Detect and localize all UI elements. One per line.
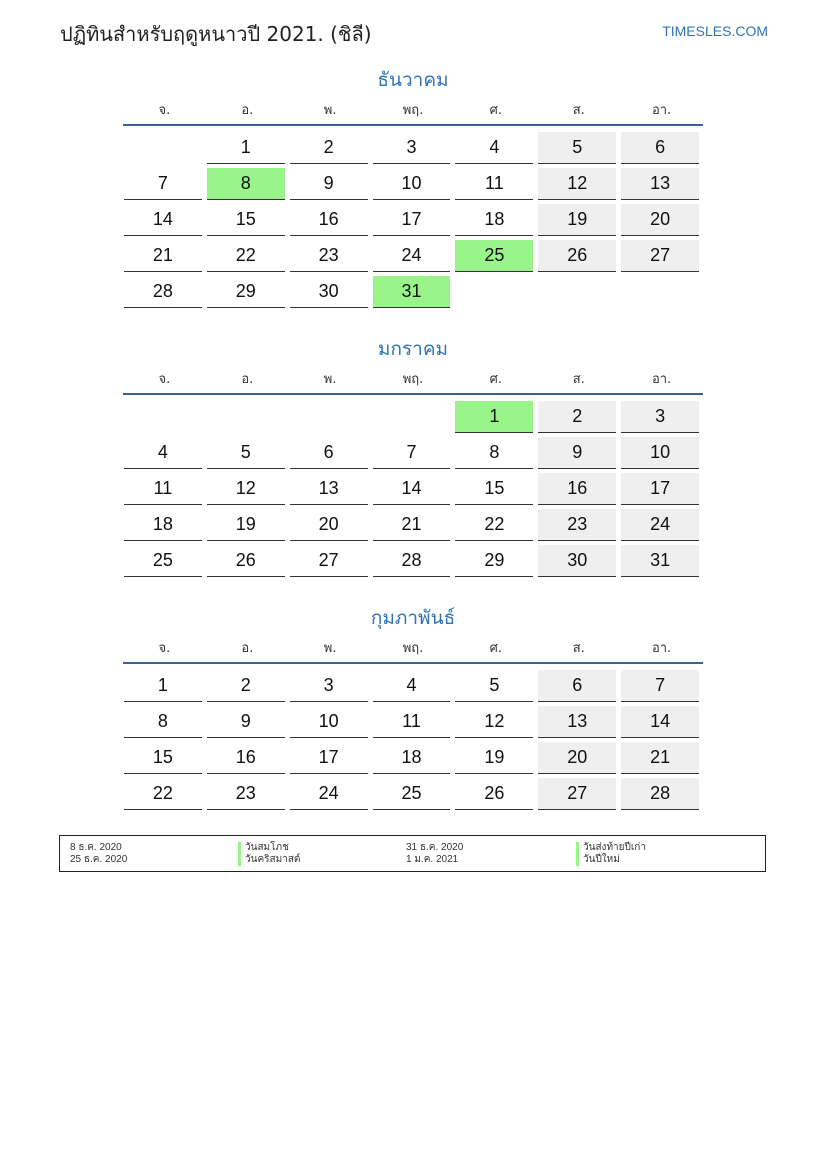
calendar-day: 7 [124, 168, 202, 200]
weekday-header [123, 369, 703, 395]
calendar-day: 25 [124, 545, 202, 577]
week-row [123, 703, 703, 739]
calendar-day: 11 [373, 706, 451, 738]
day-cell [537, 739, 620, 775]
calendar-day: 21 [621, 742, 699, 774]
calendar-day: 6 [538, 670, 616, 702]
calendar-day: 2 [290, 132, 368, 164]
calendar-day: 7 [373, 437, 451, 469]
day-cell [454, 667, 537, 703]
day-cell [206, 129, 289, 165]
day-cell [454, 165, 537, 201]
calendar-day: 10 [621, 437, 699, 469]
weekday-label: จ. [158, 641, 171, 656]
day-cell [454, 506, 537, 542]
day-cell [123, 434, 206, 470]
day-cell [454, 201, 537, 237]
legend-date: 31 ธ.ค. 2020 [406, 842, 464, 853]
calendar-day: 31 [621, 545, 699, 577]
calendar-day: 14 [373, 473, 451, 505]
day-cell [372, 775, 455, 811]
day-cell [620, 739, 703, 775]
month-title: มกราคม [377, 338, 449, 360]
calendar-day: 6 [290, 437, 368, 469]
calendar-day: 5 [455, 670, 533, 702]
day-cell [206, 775, 289, 811]
calendar-day: 30 [290, 276, 368, 308]
calendar-day: 19 [538, 204, 616, 236]
day-cell [454, 434, 537, 470]
calendar-day: 4 [124, 437, 202, 469]
calendar-day: 15 [455, 473, 533, 505]
day-cell [537, 506, 620, 542]
day-cell [289, 667, 372, 703]
day-cell [206, 237, 289, 273]
calendar-day: 14 [124, 204, 202, 236]
weekday-header [123, 100, 703, 126]
weekday-label: พฤ. [402, 641, 424, 656]
day-cell [289, 273, 372, 309]
week-row [123, 434, 703, 470]
month-block [123, 335, 703, 578]
calendar-day: 14 [621, 706, 699, 738]
week-row [123, 506, 703, 542]
calendar-day: 1 [207, 132, 285, 164]
weekday-label: อา. [651, 641, 672, 656]
calendar-day: 5 [538, 132, 616, 164]
day-cell [537, 129, 620, 165]
calendar-day: 16 [207, 742, 285, 774]
day-cell [537, 237, 620, 273]
calendar-day: 26 [207, 545, 285, 577]
day-cell [206, 703, 289, 739]
calendar-day: 9 [538, 437, 616, 469]
day-cell [123, 165, 206, 201]
day-cell [537, 434, 620, 470]
weekday-label: พ. [323, 641, 337, 656]
site-link[interactable]: TIMESLES.COM [662, 23, 768, 39]
day-cell [289, 542, 372, 578]
day-cell [620, 237, 703, 273]
day-cell [620, 470, 703, 506]
day-cell [289, 739, 372, 775]
calendar-day: 12 [455, 706, 533, 738]
day-cell [123, 703, 206, 739]
weekday-label: พฤ. [402, 103, 424, 118]
holiday-day: 8 [207, 168, 285, 200]
week-row [123, 201, 703, 237]
day-cell [289, 201, 372, 237]
calendar-day: 27 [538, 778, 616, 810]
day-cell [123, 201, 206, 237]
weekday-label: ศ. [489, 103, 503, 118]
day-cell [620, 129, 703, 165]
month-title: ธันวาคม [377, 69, 449, 91]
calendar-day: 11 [124, 473, 202, 505]
calendar-day: 13 [621, 168, 699, 200]
week-row [123, 739, 703, 775]
day-cell [454, 703, 537, 739]
calendar-day: 15 [124, 742, 202, 774]
calendar-day: 13 [538, 706, 616, 738]
calendar-day: 18 [124, 509, 202, 541]
calendar-day: 27 [621, 240, 699, 272]
calendar-day: 26 [538, 240, 616, 272]
calendar-day: 16 [538, 473, 616, 505]
calendar-day: 20 [290, 509, 368, 541]
day-cell [372, 165, 455, 201]
calendar-day: 20 [538, 742, 616, 774]
calendar-day: 25 [373, 778, 451, 810]
day-cell [289, 434, 372, 470]
day-cell [372, 201, 455, 237]
weekday-label: อา. [651, 103, 672, 118]
legend-holiday-name: วันปีใหม่ [576, 854, 620, 866]
day-cell [372, 237, 455, 273]
day-cell [620, 506, 703, 542]
calendar-day: 21 [373, 509, 451, 541]
day-cell [537, 273, 620, 309]
day-cell [206, 667, 289, 703]
calendar-day: 11 [455, 168, 533, 200]
day-cell [289, 165, 372, 201]
day-cell [537, 542, 620, 578]
calendar-day: 9 [207, 706, 285, 738]
calendar-day: 18 [373, 742, 451, 774]
legend-holiday-name: วันคริสมาสต์ [238, 854, 300, 866]
calendar-day: 3 [290, 670, 368, 702]
legend-date: 1 ม.ค. 2021 [406, 854, 459, 865]
day-cell [620, 201, 703, 237]
day-cell [206, 739, 289, 775]
day-cell [537, 398, 620, 434]
calendar-day: 19 [207, 509, 285, 541]
day-grid [123, 667, 703, 811]
calendar-day: 8 [124, 706, 202, 738]
calendar-day: 29 [207, 276, 285, 308]
calendar-day: 3 [373, 132, 451, 164]
weekday-label: ส. [572, 103, 585, 118]
day-cell [372, 739, 455, 775]
week-row [123, 470, 703, 506]
holiday-day: 25 [455, 240, 533, 272]
day-cell [372, 273, 455, 309]
calendar-day: 9 [290, 168, 368, 200]
calendar-day: 3 [621, 401, 699, 433]
week-row [123, 273, 703, 309]
weekday-label: จ. [158, 372, 171, 387]
day-cell [206, 542, 289, 578]
week-row [123, 542, 703, 578]
calendar-day: 13 [290, 473, 368, 505]
calendar-day: 22 [455, 509, 533, 541]
calendar-day: 28 [621, 778, 699, 810]
day-cell [123, 398, 206, 434]
weekday-label: พฤ. [402, 372, 424, 387]
week-row [123, 667, 703, 703]
calendar-day: 10 [290, 706, 368, 738]
week-row [123, 775, 703, 811]
day-cell [620, 398, 703, 434]
week-row [123, 398, 703, 434]
day-cell [537, 201, 620, 237]
day-cell [289, 237, 372, 273]
day-cell [289, 470, 372, 506]
month-block [123, 66, 703, 309]
month-title: กุมภาพันธ์ [370, 607, 456, 629]
calendar-day: 23 [290, 240, 368, 272]
day-cell [620, 775, 703, 811]
day-cell [620, 542, 703, 578]
calendar-day: 12 [207, 473, 285, 505]
holiday-legend [59, 835, 766, 872]
calendar-day: 10 [373, 168, 451, 200]
calendar-day: 4 [373, 670, 451, 702]
calendar-day: 23 [207, 778, 285, 810]
day-cell [123, 739, 206, 775]
weekday-label: ศ. [489, 372, 503, 387]
day-cell [206, 273, 289, 309]
day-cell [454, 129, 537, 165]
calendar-day: 27 [290, 545, 368, 577]
calendar-day: 12 [538, 168, 616, 200]
day-cell [620, 667, 703, 703]
day-cell [454, 398, 537, 434]
calendar-day: 23 [538, 509, 616, 541]
day-cell [123, 470, 206, 506]
week-row [123, 237, 703, 273]
day-cell [372, 667, 455, 703]
legend-date: 25 ธ.ค. 2020 [70, 854, 128, 865]
week-row [123, 165, 703, 201]
calendar-day: 24 [621, 509, 699, 541]
calendar-day: 17 [621, 473, 699, 505]
calendar-day: 5 [207, 437, 285, 469]
day-cell [206, 398, 289, 434]
day-cell [454, 775, 537, 811]
day-cell [206, 201, 289, 237]
calendar-day: 29 [455, 545, 533, 577]
day-cell [289, 703, 372, 739]
day-cell [206, 434, 289, 470]
day-cell [454, 542, 537, 578]
calendar-day: 6 [621, 132, 699, 164]
day-cell [289, 398, 372, 434]
weekday-label: อา. [651, 372, 672, 387]
calendar-day: 22 [207, 240, 285, 272]
calendar-day: 28 [373, 545, 451, 577]
calendar-day: 8 [455, 437, 533, 469]
day-cell [620, 273, 703, 309]
calendar-day: 19 [455, 742, 533, 774]
day-cell [620, 165, 703, 201]
calendar-day: 24 [373, 240, 451, 272]
day-cell [454, 237, 537, 273]
weekday-label: ส. [572, 372, 585, 387]
calendar-day: 16 [290, 204, 368, 236]
day-cell [289, 506, 372, 542]
day-cell [620, 703, 703, 739]
calendar-day: 28 [124, 276, 202, 308]
weekday-label: อ. [241, 103, 254, 118]
holiday-day: 31 [373, 276, 451, 308]
month-block [123, 604, 703, 811]
legend-holiday-name: วันส่งท้ายปีเก่า [576, 842, 646, 854]
weekday-label: พ. [323, 372, 337, 387]
day-cell [620, 434, 703, 470]
calendar-day: 22 [124, 778, 202, 810]
day-cell [206, 470, 289, 506]
day-cell [372, 470, 455, 506]
calendar-day: 26 [455, 778, 533, 810]
calendar-day: 2 [538, 401, 616, 433]
weekday-label: พ. [323, 103, 337, 118]
calendar-day: 7 [621, 670, 699, 702]
calendar-day: 20 [621, 204, 699, 236]
weekday-label: อ. [241, 641, 254, 656]
day-cell [372, 506, 455, 542]
day-grid [123, 129, 703, 309]
day-cell [372, 129, 455, 165]
calendar-day: 2 [207, 670, 285, 702]
calendar-day: 18 [455, 204, 533, 236]
week-row [123, 129, 703, 165]
day-cell [537, 703, 620, 739]
day-cell [123, 775, 206, 811]
day-cell [206, 506, 289, 542]
day-cell [372, 703, 455, 739]
day-cell [454, 470, 537, 506]
weekday-label: อ. [241, 372, 254, 387]
weekday-header [123, 638, 703, 664]
day-cell [289, 129, 372, 165]
day-cell [537, 775, 620, 811]
day-cell [372, 542, 455, 578]
day-cell [454, 273, 537, 309]
day-cell [289, 775, 372, 811]
day-cell [537, 470, 620, 506]
day-cell [372, 434, 455, 470]
calendar-day: 30 [538, 545, 616, 577]
calendar-day: 4 [455, 132, 533, 164]
day-cell [123, 667, 206, 703]
day-cell [123, 273, 206, 309]
calendar-day: 1 [124, 670, 202, 702]
day-cell [454, 739, 537, 775]
calendar-day: 15 [207, 204, 285, 236]
day-cell [123, 129, 206, 165]
day-cell [123, 506, 206, 542]
day-grid [123, 398, 703, 578]
calendar-day: 24 [290, 778, 368, 810]
calendar-day: 17 [373, 204, 451, 236]
day-cell [537, 165, 620, 201]
day-cell [123, 542, 206, 578]
calendar-day: 17 [290, 742, 368, 774]
day-cell [206, 165, 289, 201]
day-cell [123, 237, 206, 273]
weekday-label: ส. [572, 641, 585, 656]
legend-date: 8 ธ.ค. 2020 [70, 842, 122, 853]
holiday-day: 1 [455, 401, 533, 433]
day-cell [537, 667, 620, 703]
day-cell [372, 398, 455, 434]
weekday-label: ศ. [489, 641, 503, 656]
weekday-label: จ. [158, 103, 171, 118]
page-title: ปฏิทินสำหรับฤดูหนาวปี 2021. (ชิลี) [60, 22, 372, 46]
legend-holiday-name: วันสมโภช [238, 842, 289, 854]
calendar-day: 21 [124, 240, 202, 272]
